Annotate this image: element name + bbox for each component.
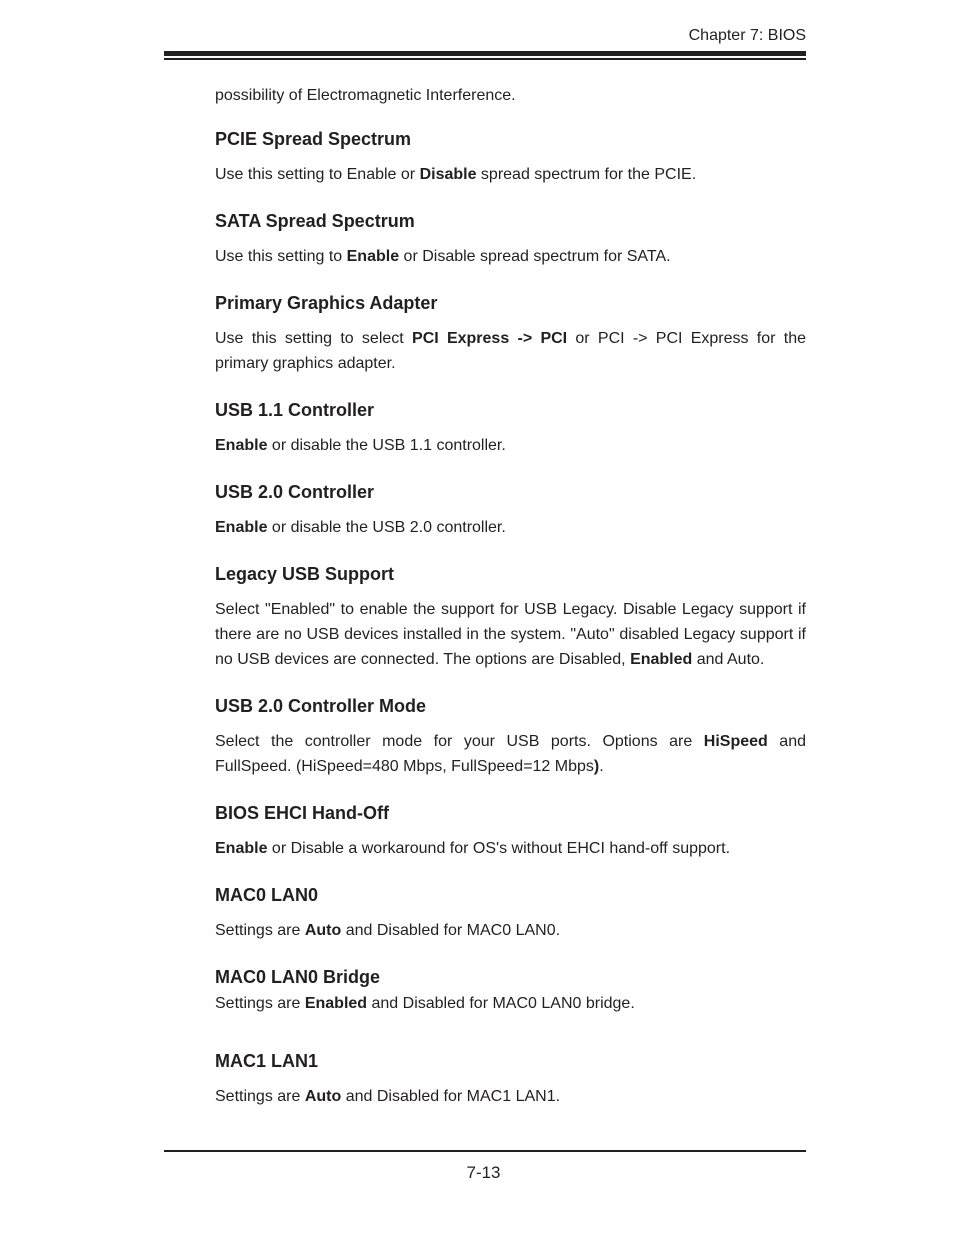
default-option: Auto	[304, 1088, 342, 1105]
default-option: Enable	[215, 840, 268, 857]
header-rule-thin	[164, 58, 806, 60]
section-description: Settings are Auto and Disabled for MAC0 LAN0.	[215, 922, 561, 939]
section-title: MAC0 LAN0 Bridge	[215, 967, 381, 987]
page-number: 7-13	[466, 1163, 501, 1182]
header-rule-thick	[164, 51, 806, 56]
section-usb-2-0-controller-mode	[215, 695, 806, 779]
section-title: PCIE Spread Spectrum	[215, 129, 412, 149]
page-body	[215, 86, 806, 1109]
section-primary-graphics-adapter	[215, 292, 806, 376]
section-title: SATA Spread Spectrum	[215, 211, 415, 231]
footer-rule	[164, 1150, 806, 1152]
default-option: HiSpeed	[703, 733, 768, 750]
section-description: Settings are Auto and Disabled for MAC1 LAN1.	[215, 1088, 561, 1105]
section-description: Enable or disable the USB 2.0 controller.	[215, 519, 506, 536]
section-title: MAC1 LAN1	[215, 1051, 319, 1071]
default-option: Enable	[215, 437, 268, 454]
default-option: Auto	[304, 922, 342, 939]
section-description: Select the controller mode for your USB ports. Options are HiSpeed and FullSpeed. (HiSpeed=480 Mbps, FullSpeed=12 Mbps).	[215, 733, 807, 775]
section-sata-spread-spectrum	[215, 210, 806, 269]
section-mac0-lan0-bridge	[215, 966, 806, 1016]
default-option: Enabled	[304, 995, 368, 1012]
section-description: Use this setting to Enable or Disable spread spectrum for SATA.	[215, 248, 671, 265]
section-description: Select "Enabled" to enable the support for USB Legacy. Disable Legacy support if there are no USB devices installed in the system. "Auto" disabled Legacy support if no USB devices are connected. The options are Disabled, Enabled and Auto.	[215, 601, 806, 668]
section-title: Legacy USB Support	[215, 564, 395, 584]
section-usb-1-1-controller	[215, 399, 806, 458]
default-option: Enabled	[630, 651, 693, 668]
section-description: Use this setting to select PCI Express -> PCI or PCI -> PCI Express for the primary graphics adapter.	[215, 330, 806, 372]
default-option: Enable	[346, 248, 400, 265]
default-option: PCI Express -> PCI	[412, 330, 568, 347]
section-pcie-spread-spectrum	[215, 128, 806, 187]
section-title: USB 2.0 Controller	[215, 482, 375, 502]
section-title: MAC0 LAN0	[215, 885, 319, 905]
section-title: USB 1.1 Controller	[215, 400, 375, 420]
section-bios-ehci-hand-off	[215, 802, 806, 861]
section-mac0-lan0	[215, 884, 806, 943]
section-description: Settings are Enabled and Disabled for MAC0 LAN0 bridge.	[215, 995, 635, 1012]
section-legacy-usb-support	[215, 563, 806, 672]
section-usb-2-0-controller	[215, 481, 806, 540]
section-description: Enable or Disable a workaround for OS's without EHCI hand-off support.	[215, 840, 731, 857]
section-title: Primary Graphics Adapter	[215, 293, 438, 313]
section-description: Use this setting to Enable or Disable spread spectrum for the PCIE.	[215, 166, 697, 183]
section-description: Enable or disable the USB 1.1 controller.	[215, 437, 506, 454]
section-title: BIOS EHCI Hand-Off	[215, 803, 389, 823]
chapter-header: Chapter 7: BIOS	[688, 27, 806, 44]
default-option: Disable	[419, 166, 477, 183]
section-title: USB 2.0 Controller Mode	[215, 696, 427, 716]
intro-text: possibility of Electromagnetic Interference.	[215, 87, 516, 104]
default-option: Enable	[215, 519, 268, 536]
section-mac1-lan1	[215, 1050, 806, 1109]
